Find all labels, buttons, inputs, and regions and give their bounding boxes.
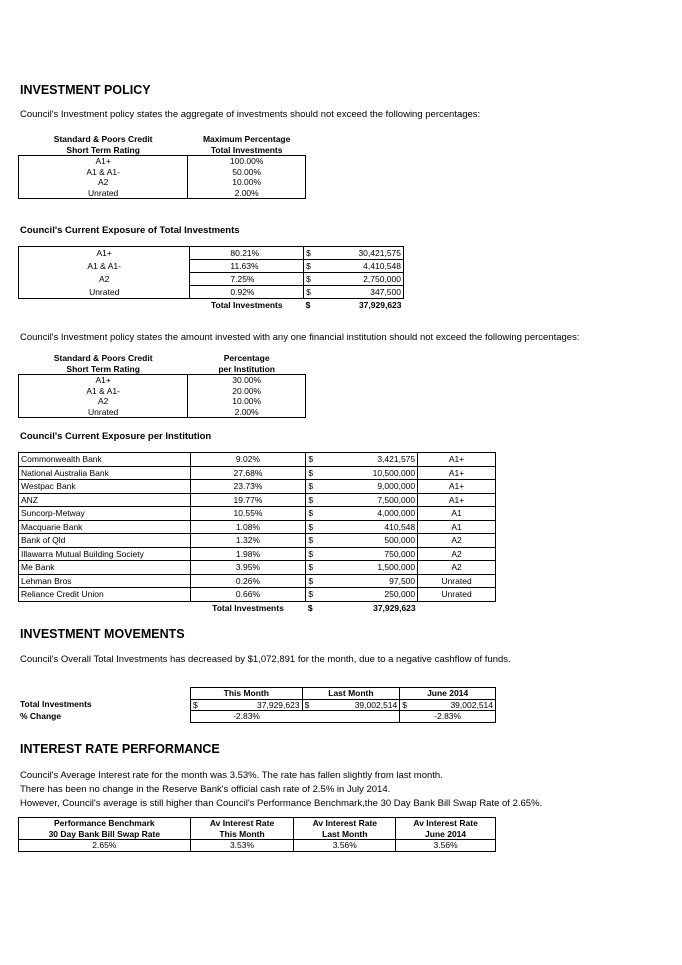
institution-rating: A1+: [418, 493, 496, 507]
institution-currency: $: [306, 547, 322, 561]
institution-amount: 4,000,000: [322, 507, 418, 521]
table-row: A2 10.00%: [19, 396, 306, 407]
table-row: [19, 534, 496, 548]
institution-name: Westpac Bank: [19, 480, 191, 494]
june-header: June 2014: [400, 688, 496, 700]
last-month-rate-header: Av Interest Rate Last Month: [294, 818, 396, 840]
institution-rating: A1: [418, 507, 496, 521]
table-row: A2 10.00%: [19, 177, 306, 188]
total-investments-label: Total Investments: [20, 699, 92, 709]
institution-currency: $: [306, 520, 322, 534]
rating-header: Standard & Poors Credit Short Term Rating: [19, 134, 188, 156]
rating-header: Standard & Poors Credit Short Term Rating: [19, 353, 188, 375]
this-month-header: This Month: [191, 688, 303, 700]
table-row: A1+ 80.21% $ 30,421,575: [19, 247, 404, 260]
table-row: [19, 507, 496, 521]
table-row: A1+ 30.00%: [19, 375, 306, 386]
total-row: Total Investments $ 37,929,623: [210, 300, 402, 310]
institution-name: Commonwealth Bank: [19, 453, 191, 467]
exposure-total-table: [18, 246, 404, 312]
institution-rating: A2: [418, 561, 496, 575]
policy-table: [18, 134, 306, 199]
table-row: [19, 453, 496, 467]
institution-amount: 97,500: [322, 574, 418, 588]
institution-pct: 1.08%: [190, 520, 306, 534]
institution-pct: 10.55%: [190, 507, 306, 521]
institution-amount: 500,000: [322, 534, 418, 548]
institution-rating: A1+: [418, 453, 496, 467]
june-rate-header: Av Interest Rate June 2014: [396, 818, 496, 840]
institution-pct: 1.32%: [190, 534, 306, 548]
institution-pct: 23.73%: [190, 480, 306, 494]
investment-movements-heading: INVESTMENT MOVEMENTS: [20, 627, 185, 641]
institution-name: Macquarie Bank: [19, 520, 191, 534]
interest-rate-heading: INTEREST RATE PERFORMANCE: [20, 742, 220, 756]
table-row: [19, 574, 496, 588]
institution-name: Reliance Credit Union: [19, 588, 191, 602]
table-row: $ 37,929,623 $ 39,002,514 $ 39,002,514: [191, 699, 496, 711]
institution-amount: 7,500,000: [322, 493, 418, 507]
institution-policy-table: [18, 353, 306, 418]
institution-pct: 19.77%: [190, 493, 306, 507]
institution-currency: $: [306, 588, 322, 602]
institution-pct: 9.02%: [190, 453, 306, 467]
table-row: Unrated 2.00%: [19, 188, 306, 199]
institution-name: Bank of Qld: [19, 534, 191, 548]
table-row: A2 7.25% $ 2,750,000: [19, 273, 404, 286]
interest-line-3: However, Council's average is still higher than Council's Performance Benchmark,the 30 Day Bank Bill Swap Rate of 2.65%.: [20, 798, 543, 809]
table-row: [19, 520, 496, 534]
table-row: [19, 561, 496, 575]
institution-currency: $: [306, 453, 322, 467]
exposure-institution-table: [18, 452, 496, 614]
institution-currency: $: [306, 480, 322, 494]
institution-amount: 3,421,575: [322, 453, 418, 467]
institution-rating: A1: [418, 520, 496, 534]
institution-currency: $: [306, 493, 322, 507]
institution-pct: 3.95%: [190, 561, 306, 575]
movements-text: Council's Overall Total Investments has decreased by $1,072,891 for the month, due to a negative cashflow of funds.: [20, 654, 511, 665]
institution-amount: 10,500,000: [322, 466, 418, 480]
institution-rating: A2: [418, 547, 496, 561]
this-month-rate-header: Av Interest Rate This Month: [190, 818, 294, 840]
institution-amount: 410,548: [322, 520, 418, 534]
total-row: Total Investments $ 37,929,623: [212, 602, 416, 613]
institution-currency: $: [306, 466, 322, 480]
institution-name: Suncorp-Metway: [19, 507, 191, 521]
table-row: [19, 466, 496, 480]
institution-amount: 250,000: [322, 588, 418, 602]
institution-name: Illawarra Mutual Building Society: [19, 547, 191, 561]
institution-name: Lehman Bros: [19, 574, 191, 588]
table-row: A1 & A1- 50.00%: [19, 167, 306, 178]
table-row: [19, 480, 496, 494]
institution-amount: 750,000: [322, 547, 418, 561]
table-row: Unrated 0.92% $ 347,500: [19, 286, 404, 299]
institution-rating: A2: [418, 534, 496, 548]
table-row: [19, 493, 496, 507]
interest-line-1: Council's Average Interest rate for the month was 3.53%. The rate has fallen slightly from last month.: [20, 770, 443, 781]
table-row: A1+ 100.00%: [19, 156, 306, 167]
institution-rating: Unrated: [418, 574, 496, 588]
interest-table: [18, 817, 496, 852]
table-row: [19, 588, 496, 602]
institution-amount: 9,000,000: [322, 480, 418, 494]
institution-currency: $: [306, 507, 322, 521]
institution-pct: 0.26%: [190, 574, 306, 588]
policy-intro: Council's Investment policy states the aggregate of investments should not exceed the following percentages:: [20, 109, 481, 120]
institution-pct: 27.68%: [190, 466, 306, 480]
table-row: [19, 547, 496, 561]
table-row: A1 & A1- 20.00%: [19, 386, 306, 397]
last-month-header: Last Month: [302, 688, 400, 700]
institution-currency: $: [306, 534, 322, 548]
institution-pct: 0.66%: [190, 588, 306, 602]
institution-currency: $: [306, 561, 322, 575]
table-row: Unrated 2.00%: [19, 407, 306, 418]
interest-line-2: There has been no change in the Reserve Bank's official cash rate of 2.5% in July 2014.: [20, 784, 391, 795]
table-row: A1 & A1- 11.63% $ 4,410,548: [19, 260, 404, 273]
pct-change-label: % Change: [20, 711, 62, 721]
investment-policy-heading: INVESTMENT POLICY: [20, 83, 151, 97]
benchmark-header: Performance Benchmark 30 Day Bank Bill Swap Rate: [19, 818, 191, 840]
institution-pct: 1.98%: [190, 547, 306, 561]
institution-name: ANZ: [19, 493, 191, 507]
institution-rating: A1+: [418, 466, 496, 480]
institution-name: Me Bank: [19, 561, 191, 575]
movements-table: [190, 687, 496, 723]
table-row: -2.83% -2.83%: [191, 711, 496, 723]
exposure-institution-heading: Council's Current Exposure per Institution: [20, 431, 212, 442]
institution-currency: $: [306, 574, 322, 588]
pct-per-institution-header: Percentage per Institution: [188, 353, 306, 375]
institution-amount: 1,500,000: [322, 561, 418, 575]
institution-rating: Unrated: [418, 588, 496, 602]
exposure-total-heading: Council's Current Exposure of Total Investments: [20, 225, 240, 236]
institution-policy-intro: Council's Investment policy states the amount invested with any one financial institution should not exceed the following percentages:: [20, 332, 580, 343]
institution-name: National Australia Bank: [19, 466, 191, 480]
table-row: 2.65% 3.53% 3.56% 3.56%: [19, 840, 496, 852]
max-pct-header: Maximum Percentage Total Investments: [188, 134, 306, 156]
institution-rating: A1+: [418, 480, 496, 494]
